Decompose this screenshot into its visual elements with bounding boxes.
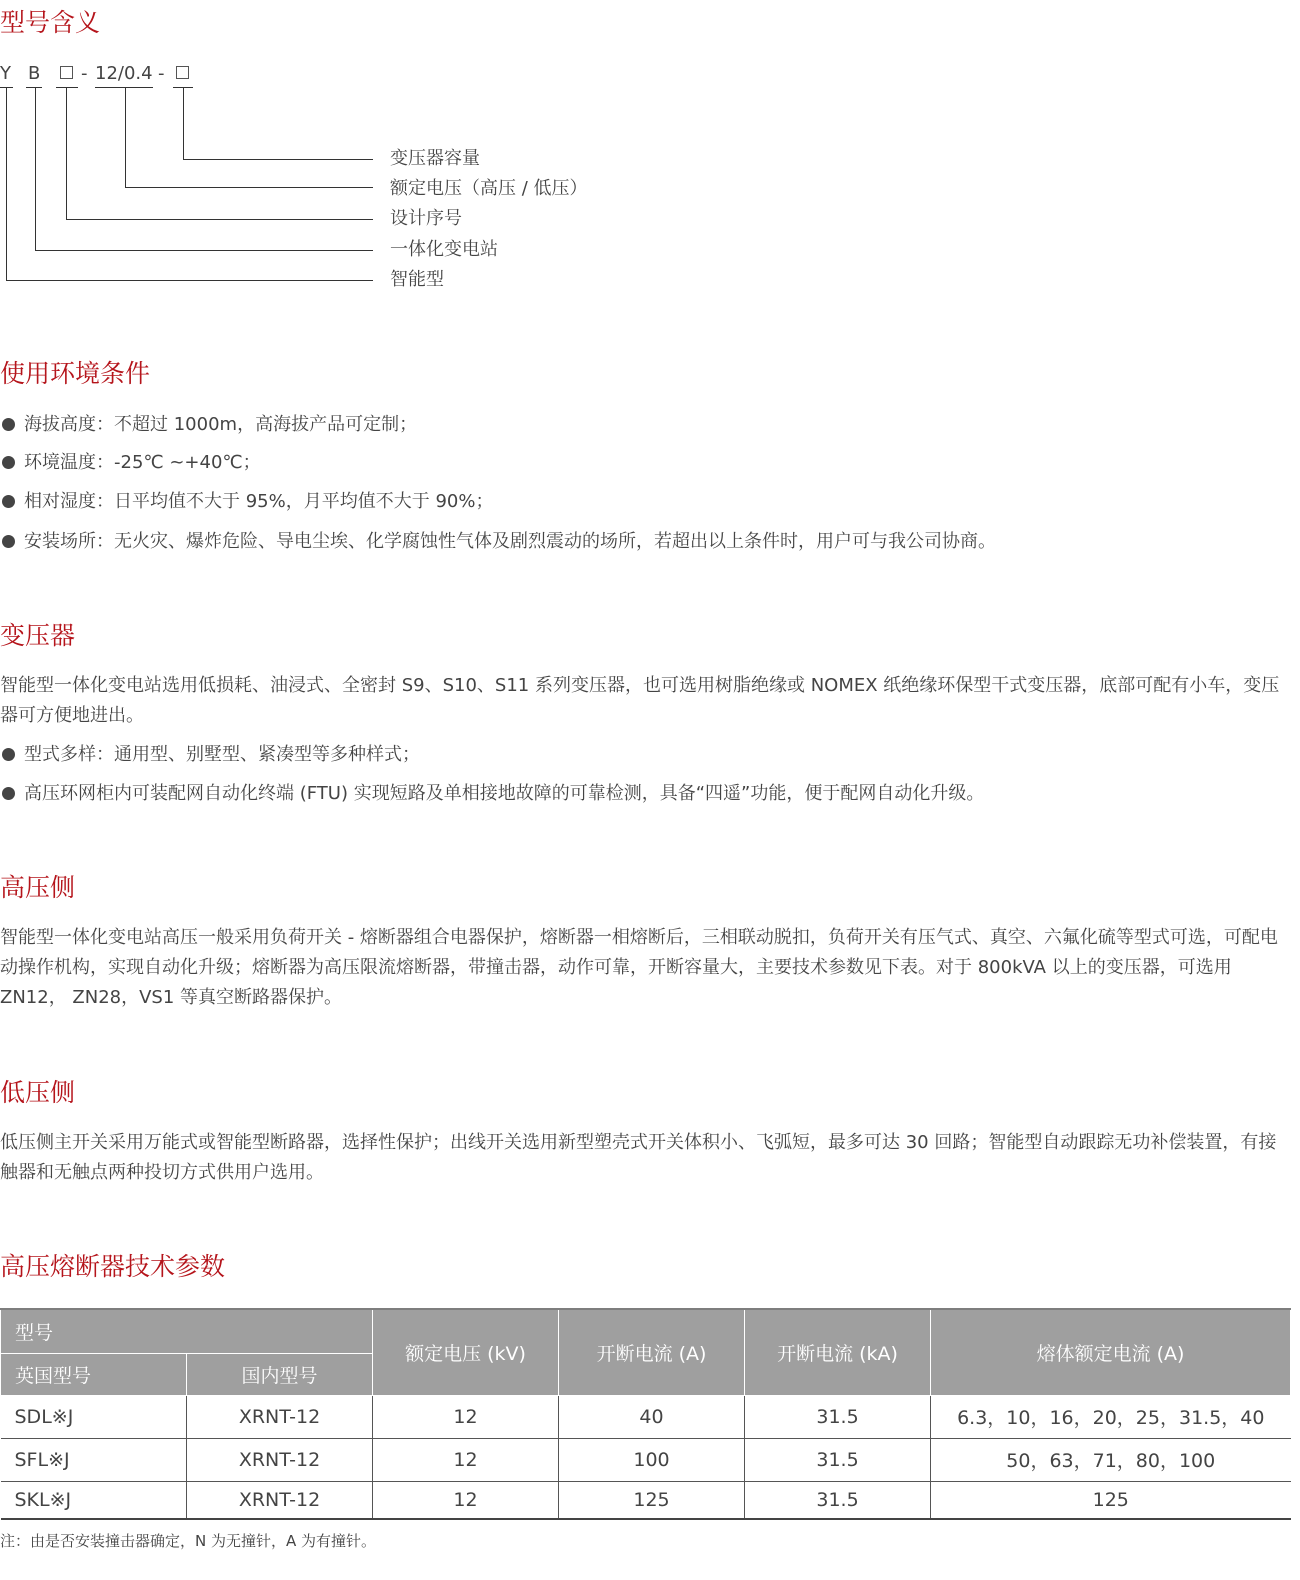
- table-cell: 6.3，10，16，20，25，31.5，40: [931, 1395, 1291, 1438]
- table-cell: 12: [373, 1438, 559, 1481]
- leader-line: [6, 280, 373, 281]
- table-cell: 31.5: [745, 1481, 931, 1519]
- model-code-voltage: 12/0.4: [95, 63, 153, 84]
- list-item: 相对湿度：日平均值不大于 95%，月平均值不大于 90%；: [0, 490, 493, 514]
- section-title-environment: 使用环境条件: [0, 359, 151, 388]
- table-cell: SKL※J: [1, 1481, 187, 1519]
- table-cell: XRNT-12: [187, 1438, 373, 1481]
- connector-line: [66, 87, 67, 219]
- section-title-high-voltage: 高压侧: [0, 873, 76, 902]
- bullet-dot-icon: [2, 456, 15, 469]
- bullet-dot-icon: [2, 787, 15, 800]
- table-footnote: 注：由是否安装撞击器确定，N 为无撞针，A 为有撞针。: [0, 1532, 377, 1550]
- bullet-dot-icon: [2, 748, 15, 761]
- table-cell: 125: [931, 1481, 1291, 1519]
- section-title-fuse-params: 高压熔断器技术参数: [0, 1252, 226, 1281]
- header-uk-model: 英国型号: [1, 1353, 187, 1395]
- fuse-spec-table: [0, 1308, 1291, 1520]
- model-label-design-number: 设计序号: [390, 208, 462, 229]
- table-cell: 31.5: [745, 1395, 931, 1438]
- code-underline: [26, 87, 42, 88]
- list-item: 海拔高度：不超过 1000m，高海拔产品可定制；: [0, 413, 417, 437]
- transformer-paragraph: 智能型一体化变电站选用低损耗、油浸式、全密封 S9、S10、S11 系列变压器，也可选用树脂绝缘或 NOMEX 纸绝缘环保型干式变压器，底部可配有小车，变压器可方便地进出。: [0, 675, 1280, 726]
- code-underline: [56, 87, 78, 88]
- list-item: 安装场所：无火灾、爆炸危险、导电尘埃、化学腐蚀性气体及剧烈震动的场所，若超出以上条件时，用户可与我公司协商。: [0, 530, 996, 554]
- table-cell: 100: [559, 1438, 745, 1481]
- list-item: 高压环网柜内可装配网自动化终端 (FTU) 实现短路及单相接地故障的可靠检测，具备“四遥”功能，便于配网自动化升级。: [0, 782, 984, 806]
- code-underline: [95, 87, 153, 88]
- table-row: [1, 1481, 1291, 1519]
- model-label-intelligent: 智能型: [390, 269, 444, 290]
- header-fuse-rated-current: 熔体额定电流 (A): [931, 1309, 1291, 1395]
- section-title-model-meaning: 型号含义: [0, 8, 101, 37]
- leader-line: [125, 187, 373, 188]
- section-title-transformer: 变压器: [0, 621, 76, 650]
- table-cell: 125: [559, 1481, 745, 1519]
- model-code-y: Y: [0, 63, 11, 84]
- model-label-rated-voltage: 额定电压（高压 / 低压）: [390, 178, 588, 199]
- header-breaking-current-ka: 开断电流 (kA): [745, 1309, 931, 1395]
- model-code-placeholder-box: [60, 66, 73, 79]
- low-voltage-paragraph: 低压侧主开关采用万能式或智能型断路器，选择性保护；出线开关选用新型塑壳式开关体积小、飞弧短，最多可达 30 回路；智能型自动跟踪无功补偿装置，有接触器和无触点两种投切方式供用户选用。: [0, 1132, 1277, 1183]
- leader-line: [183, 159, 373, 160]
- high-voltage-paragraph: 智能型一体化变电站高压一般采用负荷开关 - 熔断器组合电器保护，熔断器一相熔断后，三相联动脱扣，负荷开关有压气式、真空、六氟化硫等型式可选，可配电动操作机构，实现自动化升级；熔断器为高压限流熔断器，带撞击器，动作可靠，开断容量大，主要技术参数见下表。对于 800kVA 以上的变压器，可选用 ZN12， ZN28，VS1 等真空断路器保护。: [0, 927, 1278, 1008]
- table-row: [1, 1438, 1291, 1481]
- header-model: 型号: [1, 1309, 373, 1353]
- connector-line: [35, 87, 36, 250]
- connector-line: [6, 87, 7, 280]
- table-cell: XRNT-12: [187, 1395, 373, 1438]
- table-cell: 40: [559, 1395, 745, 1438]
- table-cell: SFL※J: [1, 1438, 187, 1481]
- header-breaking-current-a: 开断电流 (A): [559, 1309, 745, 1395]
- list-item: 环境温度：-25℃ ~+40℃；: [0, 451, 261, 475]
- table-cell: XRNT-12: [187, 1481, 373, 1519]
- table-cell: 12: [373, 1481, 559, 1519]
- table-cell: 12: [373, 1395, 559, 1438]
- model-code-dash: -: [158, 63, 165, 84]
- connector-line: [183, 87, 184, 159]
- leader-line: [66, 219, 373, 220]
- header-domestic-model: 国内型号: [187, 1353, 373, 1395]
- model-code-b: B: [28, 63, 41, 84]
- connector-line: [125, 87, 126, 187]
- table-cell: 50，63，71，80，100: [931, 1438, 1291, 1481]
- model-code-placeholder-box: [176, 66, 189, 79]
- bullet-dot-icon: [2, 535, 15, 548]
- model-code-dash: -: [81, 63, 88, 84]
- bullet-dot-icon: [2, 418, 15, 431]
- model-label-capacity: 变压器容量: [390, 148, 480, 169]
- header-rated-voltage: 额定电压 (kV): [373, 1309, 559, 1395]
- bullet-dot-icon: [2, 495, 15, 508]
- table-cell: 31.5: [745, 1438, 931, 1481]
- table-row: [1, 1395, 1291, 1438]
- model-label-integrated-substation: 一体化变电站: [390, 239, 498, 260]
- section-title-low-voltage: 低压侧: [0, 1078, 76, 1107]
- leader-line: [35, 250, 373, 251]
- table-cell: SDL※J: [1, 1395, 187, 1438]
- list-item: 型式多样：通用型、别墅型、紧凑型等多种样式；: [0, 743, 420, 767]
- table-header-row: [1, 1309, 1291, 1353]
